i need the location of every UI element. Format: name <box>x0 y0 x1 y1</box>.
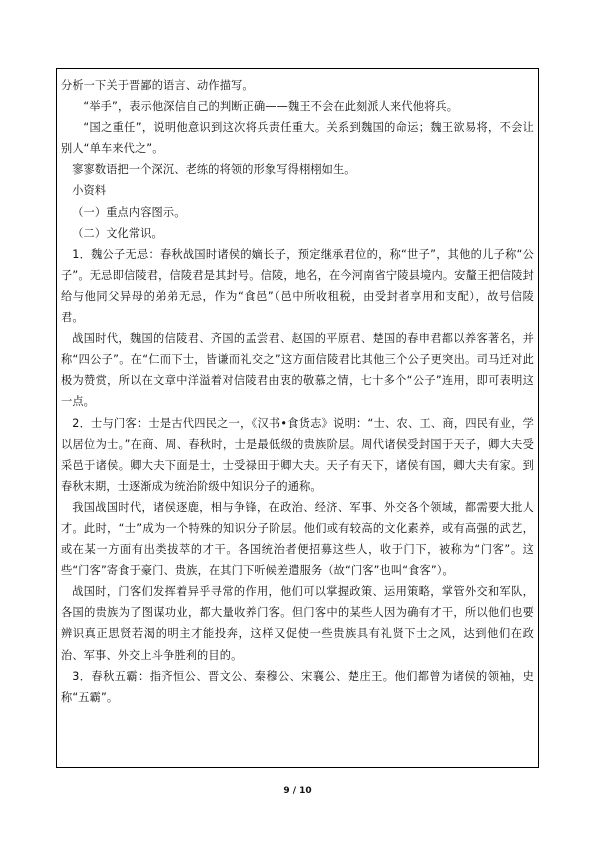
paragraph: 寥寥数语把一个深沉、老练的将领的形象写得栩栩如生。 <box>72 163 356 177</box>
document-body <box>61 75 534 708</box>
paragraph: 1．魏公子无忌：春秋战国时诸侯的嫡长子，预定继承君位的，称“世子”，其他的儿子称“公子”。无忌即信陵君，信陵君是其封号。信陵，地名，在今河南省宁陵县境内。安釐王把信陵封给与他同父异母的弟弟无忌，作为“食邑”（邑中所收租税，由受封者享用和支配），故号信陵君。 <box>61 247 534 325</box>
paragraph: 战国时，门客们发挥着异乎寻常的作用，他们可以掌握政策、运用策略，掌管外交和军队，各国的贵族为了图谋功业，都大量收养门客。但门客中的某些人因为确有才干，所以他们也要辨识真正思贤若渴的明主才能投奔，这样又促使一些贵族具有礼贤下士之风，达到他们在政治、军事、外交上斗争胜利的目的。 <box>61 585 534 662</box>
paragraph: 3．春秋五霸：指齐恒公、晋文公、秦穆公、宋襄公、楚庄王。他们都曾为诸侯的领袖，史称“五霸”。 <box>61 669 534 704</box>
page-number: 9 / 10 <box>283 786 312 796</box>
paragraph: “国之重任”，说明他意识到这次将兵责任重大。关系到魏国的命运；魏王欲易将，不会让别人“单车来代之”。 <box>61 121 534 156</box>
section-heading: 小资料 <box>72 184 107 198</box>
content-frame <box>56 68 539 768</box>
paragraph: 分析一下关于晋鄙的语言、动作描写。 <box>61 79 254 92</box>
subsection-heading: （一）重点内容图示。 <box>72 205 186 219</box>
paragraph: 战国时代，魏国的信陵君、齐国的孟尝君、赵国的平原君、楚国的春申君都以养客著名，并称“四公子”。在“仁而下士，皆谦而礼交之”这方面信陵君比其他三个公子更突出。司马迁对此极为赞赏，所以在文章中洋溢着对信陵君由衷的敬慕之情，七十多个“公子”连用，即可表明这一点。 <box>61 332 534 409</box>
paragraph: “举手”，表示他深信自己的判断正确——魏王不会在此刻派人来代他将兵。 <box>83 100 459 114</box>
paragraph: 我国战国时代，诸侯逐鹿，相与争锋，在政治、经济、军事、外交各个领域，都需要大批人才。此时，“士”成为一个特殊的知识分子阶层。他们或有较高的文化素养，或有高强的武艺，或在某一方面有出类拔萃的才干。各国统治者便招募这些人，收于门下，被称为“门客”。这些“门客”寄食于豪门、贵族，在其门下听候差遣服务（故“门客”也叫“食客”）。 <box>61 500 534 578</box>
paragraph: 2．士与门客：士是古代四民之一，《汉书•食货志》说明：“士、农、工、商，四民有业，学以居位为士。”在商、周、春秋时，士是最低级的贵族阶层。周代诸侯受封国于天子，卿大夫受采邑于诸侯。卿大夫下面是士，士受禄田于卿大夫。天子有天下，诸侯有国，卿大夫有家。到春秋末期，士逐渐成为统治阶级中知识分子的通称。 <box>61 416 534 493</box>
subsection-heading: （二）文化常识。 <box>72 226 163 240</box>
